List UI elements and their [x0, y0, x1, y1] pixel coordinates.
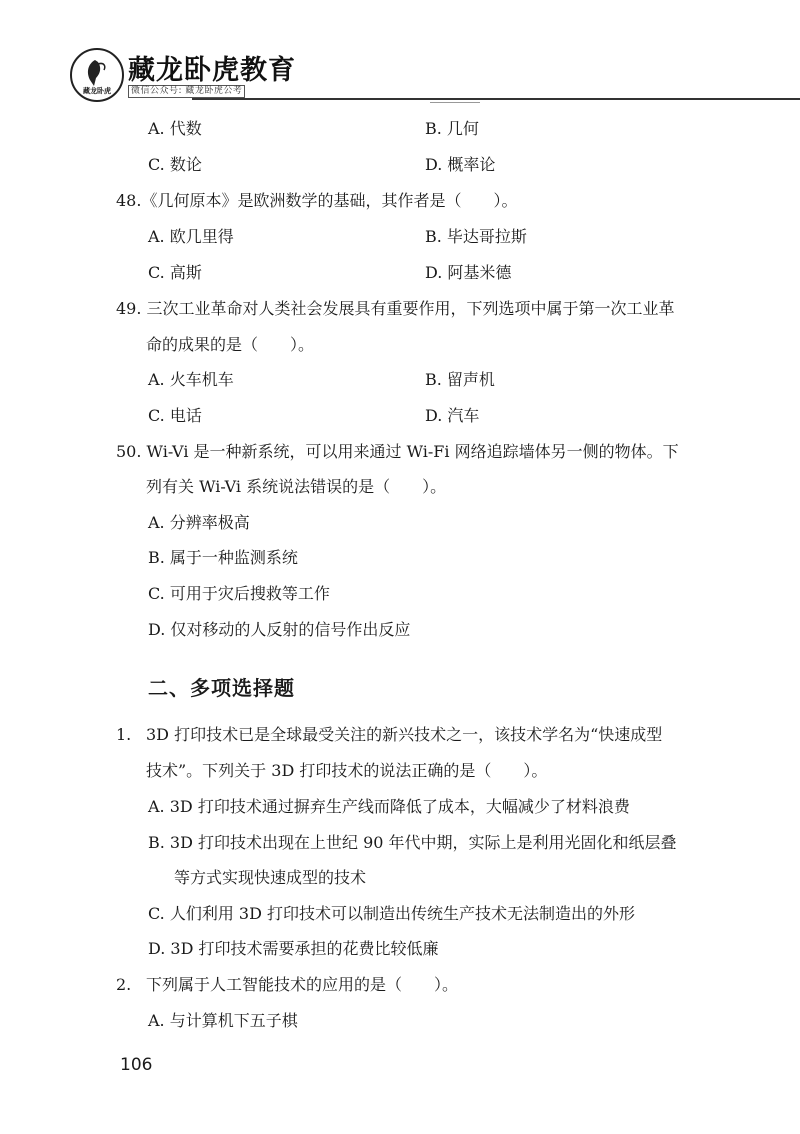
m1-option-b-line2: 等方式实现快速成型的技术 — [174, 868, 367, 887]
q47-option-b: B. 几何 — [425, 119, 479, 138]
page-header — [70, 40, 800, 102]
m1-stem-line2: 技术”。下列关于 3D 打印技术的说法正确的是（ ）。 — [146, 761, 548, 780]
m2-number: 2. — [116, 975, 132, 994]
q49-option-a: A. 火车机车 — [148, 370, 234, 389]
m1-option-a: A. 3D 打印技术通过摒弃生产线而降低了成本，大幅减少了材料浪费 — [148, 797, 630, 816]
q48-option-a: A. 欧几里得 — [148, 227, 234, 246]
header-rule — [192, 98, 800, 100]
m1-option-c: C. 人们利用 3D 打印技术可以制造出传统生产技术无法制造出的外形 — [148, 904, 636, 923]
q50-option-b: B. 属于一种监测系统 — [148, 548, 298, 567]
q47-option-a: A. 代数 — [148, 119, 202, 138]
section-title: 二、多项选择题 — [148, 676, 295, 700]
q50-option-c: C. 可用于灾后搜救等工作 — [148, 584, 330, 603]
q48-option-d: D. 阿基米德 — [425, 263, 512, 282]
q50-stem-line2: 列有关 Wi-Vi 系统说法错误的是（ ）。 — [146, 477, 447, 496]
q48-option-b: B. 毕达哥拉斯 — [425, 227, 527, 246]
m2-option-a: A. 与计算机下五子棋 — [148, 1011, 298, 1030]
q49-option-c: C. 电话 — [148, 406, 202, 425]
q50-option-d: D. 仅对移动的人反射的信号作出反应 — [148, 620, 411, 639]
q48-option-c: C. 高斯 — [148, 263, 202, 282]
q47-option-d: D. 概率论 — [425, 155, 496, 174]
logo-caption: 藏龙卧虎 — [83, 87, 111, 95]
q49-option-d: D. 汽车 — [425, 406, 480, 425]
q50-stem-line1: 50. Wi-Vi 是一种新系统，可以用来通过 Wi-Fi 网络追踪墙体另一侧的物体。下 — [116, 442, 679, 461]
brand-title: 藏龙卧虎教育 — [128, 55, 296, 86]
q49-stem-line1: 49. 三次工业革命对人类社会发展具有重要作用，下列选项中属于第一次工业革 — [116, 299, 675, 318]
q49-stem-line2: 命的成果的是（ ）。 — [146, 335, 315, 354]
m1-number: 1. — [116, 725, 132, 744]
m1-stem-line1: 3D 打印技术已是全球最受关注的新兴技术之一，该技术学名为“快速成型 — [146, 725, 663, 744]
q49-option-b: B. 留声机 — [425, 370, 495, 389]
q47-option-c: C. 数论 — [148, 155, 202, 174]
header-divider — [430, 102, 480, 103]
m1-option-b-line1: B. 3D 打印技术出现在上世纪 90 年代中期，实际上是利用光固化和纸层叠 — [148, 833, 677, 852]
q48-stem: 48.《几何原本》是欧洲数学的基础，其作者是（ ）。 — [116, 191, 518, 210]
m2-stem: 下列属于人工智能技术的应用的是（ ）。 — [146, 975, 459, 994]
brand-subtitle: 微信公众号: 藏龙卧虎公考 — [128, 85, 245, 98]
m1-option-d: D. 3D 打印技术需要承担的花费比较低廉 — [148, 939, 439, 958]
logo — [70, 48, 124, 102]
tiger-emblem-icon — [82, 58, 108, 88]
page-number: 106 — [120, 1055, 153, 1075]
q50-option-a: A. 分辨率极高 — [148, 513, 250, 532]
